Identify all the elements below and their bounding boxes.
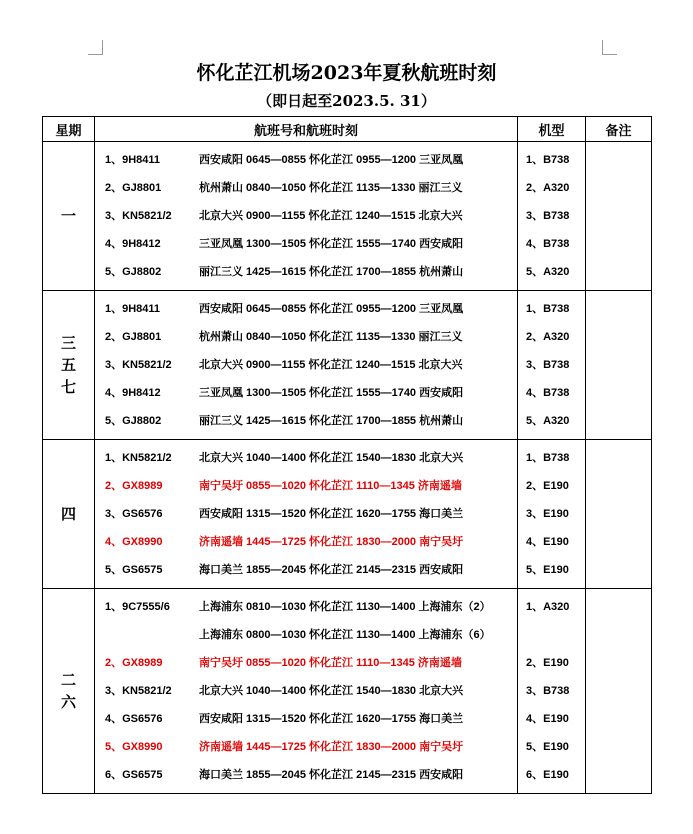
- notes-cell: [586, 440, 652, 589]
- flight-route-times: 西安咸阳 0645—0855 怀化芷江 0955—1200 三亚凤凰: [199, 303, 464, 315]
- aircraft-type: [518, 621, 585, 649]
- flight-cell: [95, 440, 518, 589]
- day-label: 七: [60, 378, 76, 396]
- notes-cell: [586, 291, 652, 440]
- flight-number: 5、GX8990: [105, 741, 163, 753]
- flight-route-times: 上海浦东 0810—1030 怀化芷江 1130—1400 上海浦东（2）: [199, 601, 491, 613]
- aircraft-type: 2、E190: [526, 480, 569, 492]
- aircraft-type: 4、E190: [526, 713, 569, 725]
- flight-line: [95, 528, 517, 556]
- header-row: [43, 117, 652, 142]
- aircraft-cell: [518, 440, 586, 589]
- day-label: 三: [60, 334, 76, 352]
- day-group-row: [43, 142, 652, 291]
- flight-line: [95, 705, 517, 733]
- aircraft-type: 5、E190: [526, 564, 569, 576]
- notes-cell: [586, 589, 652, 794]
- flight-route-times: 北京大兴 0900—1155 怀化芷江 1240—1515 北京大兴: [199, 359, 463, 371]
- flight-number: 2、GJ8801: [105, 182, 162, 194]
- flight-number: 1、9C7555/6: [105, 601, 170, 613]
- flight-line: [95, 379, 517, 407]
- flight-number: 3、KN5821/2: [105, 359, 172, 371]
- flight-number: 2、GJ8801: [105, 331, 162, 343]
- flight-route-times: 北京大兴 0900—1155 怀化芷江 1240—1515 北京大兴: [199, 210, 463, 222]
- flight-route-times: 丽江三义 1425—1615 怀化芷江 1700—1855 杭州萧山: [199, 415, 464, 427]
- aircraft-type: 3、B738: [526, 359, 570, 371]
- flight-cell: [95, 291, 518, 440]
- day-cell: [43, 291, 95, 440]
- flight-line: [95, 323, 517, 351]
- flight-line: [95, 593, 517, 621]
- header-day: 星期: [43, 117, 95, 142]
- aircraft-type: 3、E190: [526, 508, 569, 520]
- flight-number: 5、GJ8802: [105, 266, 162, 278]
- flight-number: 2、GX8989: [105, 657, 163, 669]
- aircraft-type: 1、A320: [526, 601, 570, 613]
- flight-route-times: 杭州萧山 0840—1050 怀化芷江 1135—1330 丽江三义: [199, 331, 463, 343]
- aircraft-type: 3、B738: [526, 685, 570, 697]
- aircraft-type: 4、B738: [526, 387, 570, 399]
- aircraft-type: 4、B738: [526, 238, 570, 250]
- page-corner-mark-right: [602, 40, 617, 55]
- flight-line: [95, 649, 517, 677]
- flight-route-times: 杭州萧山 0840—1050 怀化芷江 1135—1330 丽江三义: [199, 182, 463, 194]
- flight-line: [95, 230, 517, 258]
- flight-route-times: 南宁吴圩 0855—1020 怀化芷江 1110—1345 济南遥墙: [199, 480, 462, 492]
- flight-line: [95, 733, 517, 761]
- flight-number: 1、9H8411: [105, 303, 161, 315]
- flight-route-times: 济南遥墙 1445—1725 怀化芷江 1830—2000 南宁吴圩: [199, 536, 464, 548]
- day-label: 六: [60, 693, 76, 711]
- flight-number: 2、GX8989: [105, 480, 163, 492]
- aircraft-type: 5、A320: [526, 415, 570, 427]
- day-group-row: [43, 589, 652, 794]
- flight-route-times: 海口美兰 1855—2045 怀化芷江 2145—2315 西安咸阳: [199, 769, 464, 781]
- header-notes: 备注: [586, 117, 652, 142]
- flight-line: [95, 146, 517, 174]
- aircraft-type: 1、B738: [526, 452, 570, 464]
- flight-line: [95, 351, 517, 379]
- flight-number: 3、GS6576: [105, 508, 163, 520]
- aircraft-cell: [518, 142, 586, 291]
- day-cell: [43, 142, 95, 291]
- flight-number: 4、GS6576: [105, 713, 163, 725]
- flight-route-times: 西安咸阳 1315—1520 怀化芷江 1620—1755 海口美兰: [199, 713, 464, 725]
- flight-line: [95, 202, 517, 230]
- flight-route-times: 南宁吴圩 0855—1020 怀化芷江 1110—1345 济南遥墙: [199, 657, 462, 669]
- aircraft-type: 4、E190: [526, 536, 569, 548]
- page-corner-mark-left: [88, 40, 103, 55]
- flight-number: 1、KN5821/2: [105, 452, 172, 464]
- aircraft-type: 5、A320: [526, 266, 570, 278]
- flight-line: [95, 472, 517, 500]
- page-subtitle: （即日起至2023.5. 31）: [257, 92, 436, 110]
- page-title: 怀化芷江机场2023年夏秋航班时刻: [196, 62, 497, 84]
- flight-route-times: 西安咸阳 1315—1520 怀化芷江 1620—1755 海口美兰: [199, 508, 464, 520]
- day-group-row: [43, 440, 652, 589]
- flight-cell: [95, 589, 518, 794]
- flight-route-times: 三亚凤凰 1300—1505 怀化芷江 1555—1740 西安咸阳: [199, 387, 464, 399]
- flight-line: [95, 761, 517, 789]
- day-group-row: [43, 291, 652, 440]
- flight-line: [95, 621, 517, 649]
- day-label: 一: [60, 207, 76, 225]
- aircraft-type: 2、E190: [526, 657, 569, 669]
- flight-line: [95, 174, 517, 202]
- flight-line: [95, 500, 517, 528]
- aircraft-type: 3、B738: [526, 210, 570, 222]
- flight-line: [95, 444, 517, 472]
- day-label: 五: [60, 356, 76, 374]
- flight-cell: [95, 142, 518, 291]
- aircraft-type: 2、A320: [526, 331, 570, 343]
- notes-cell: [586, 142, 652, 291]
- aircraft-type: 1、B738: [526, 303, 570, 315]
- aircraft-type: 6、E190: [526, 769, 569, 781]
- flight-route-times: 丽江三义 1425—1615 怀化芷江 1700—1855 杭州萧山: [199, 266, 464, 278]
- schedule-body: [43, 142, 652, 794]
- flight-number: 4、9H8412: [105, 387, 161, 399]
- aircraft-cell: [518, 291, 586, 440]
- aircraft-type: 2、A320: [526, 182, 570, 194]
- flight-number: 4、GX8990: [105, 536, 163, 548]
- flight-number: 3、KN5821/2: [105, 210, 172, 222]
- flight-route-times: 济南遥墙 1445—1725 怀化芷江 1830—2000 南宁吴圩: [199, 741, 464, 753]
- flight-line: [95, 295, 517, 323]
- day-cell: [43, 589, 95, 794]
- day-cell: [43, 440, 95, 589]
- flight-line: [95, 677, 517, 705]
- aircraft-cell: [518, 589, 586, 794]
- day-label: 二: [60, 671, 76, 689]
- aircraft-type: 5、E190: [526, 741, 569, 753]
- flight-number: 5、GJ8802: [105, 415, 162, 427]
- flight-number: 4、9H8412: [105, 238, 161, 250]
- flight-number: 1、9H8411: [105, 154, 161, 166]
- flight-number: 5、GS6575: [105, 564, 163, 576]
- flight-number: 6、GS6575: [105, 769, 163, 781]
- header-flight: 航班号和航班时刻: [95, 117, 518, 142]
- aircraft-type: 1、B738: [526, 154, 570, 166]
- flight-route-times: 三亚凤凰 1300—1505 怀化芷江 1555—1740 西安咸阳: [199, 238, 464, 250]
- flight-line: [95, 556, 517, 584]
- flight-line: [95, 258, 517, 286]
- flight-route-times: 海口美兰 1855—2045 怀化芷江 2145—2315 西安咸阳: [199, 564, 464, 576]
- header-aircraft: 机型: [518, 117, 586, 142]
- flight-route-times: 北京大兴 1040—1400 怀化芷江 1540—1830 北京大兴: [199, 452, 464, 464]
- flight-line: [95, 407, 517, 435]
- flight-route-times: 西安咸阳 0645—0855 怀化芷江 0955—1200 三亚凤凰: [199, 154, 464, 166]
- flight-route-times: 北京大兴 1040—1400 怀化芷江 1540—1830 北京大兴: [199, 685, 464, 697]
- flight-number: 3、KN5821/2: [105, 685, 172, 697]
- flight-route-times: 上海浦东 0800—1030 怀化芷江 1130—1400 上海浦东（6）: [199, 629, 491, 641]
- schedule-table: [42, 116, 652, 794]
- day-label: 四: [60, 505, 76, 523]
